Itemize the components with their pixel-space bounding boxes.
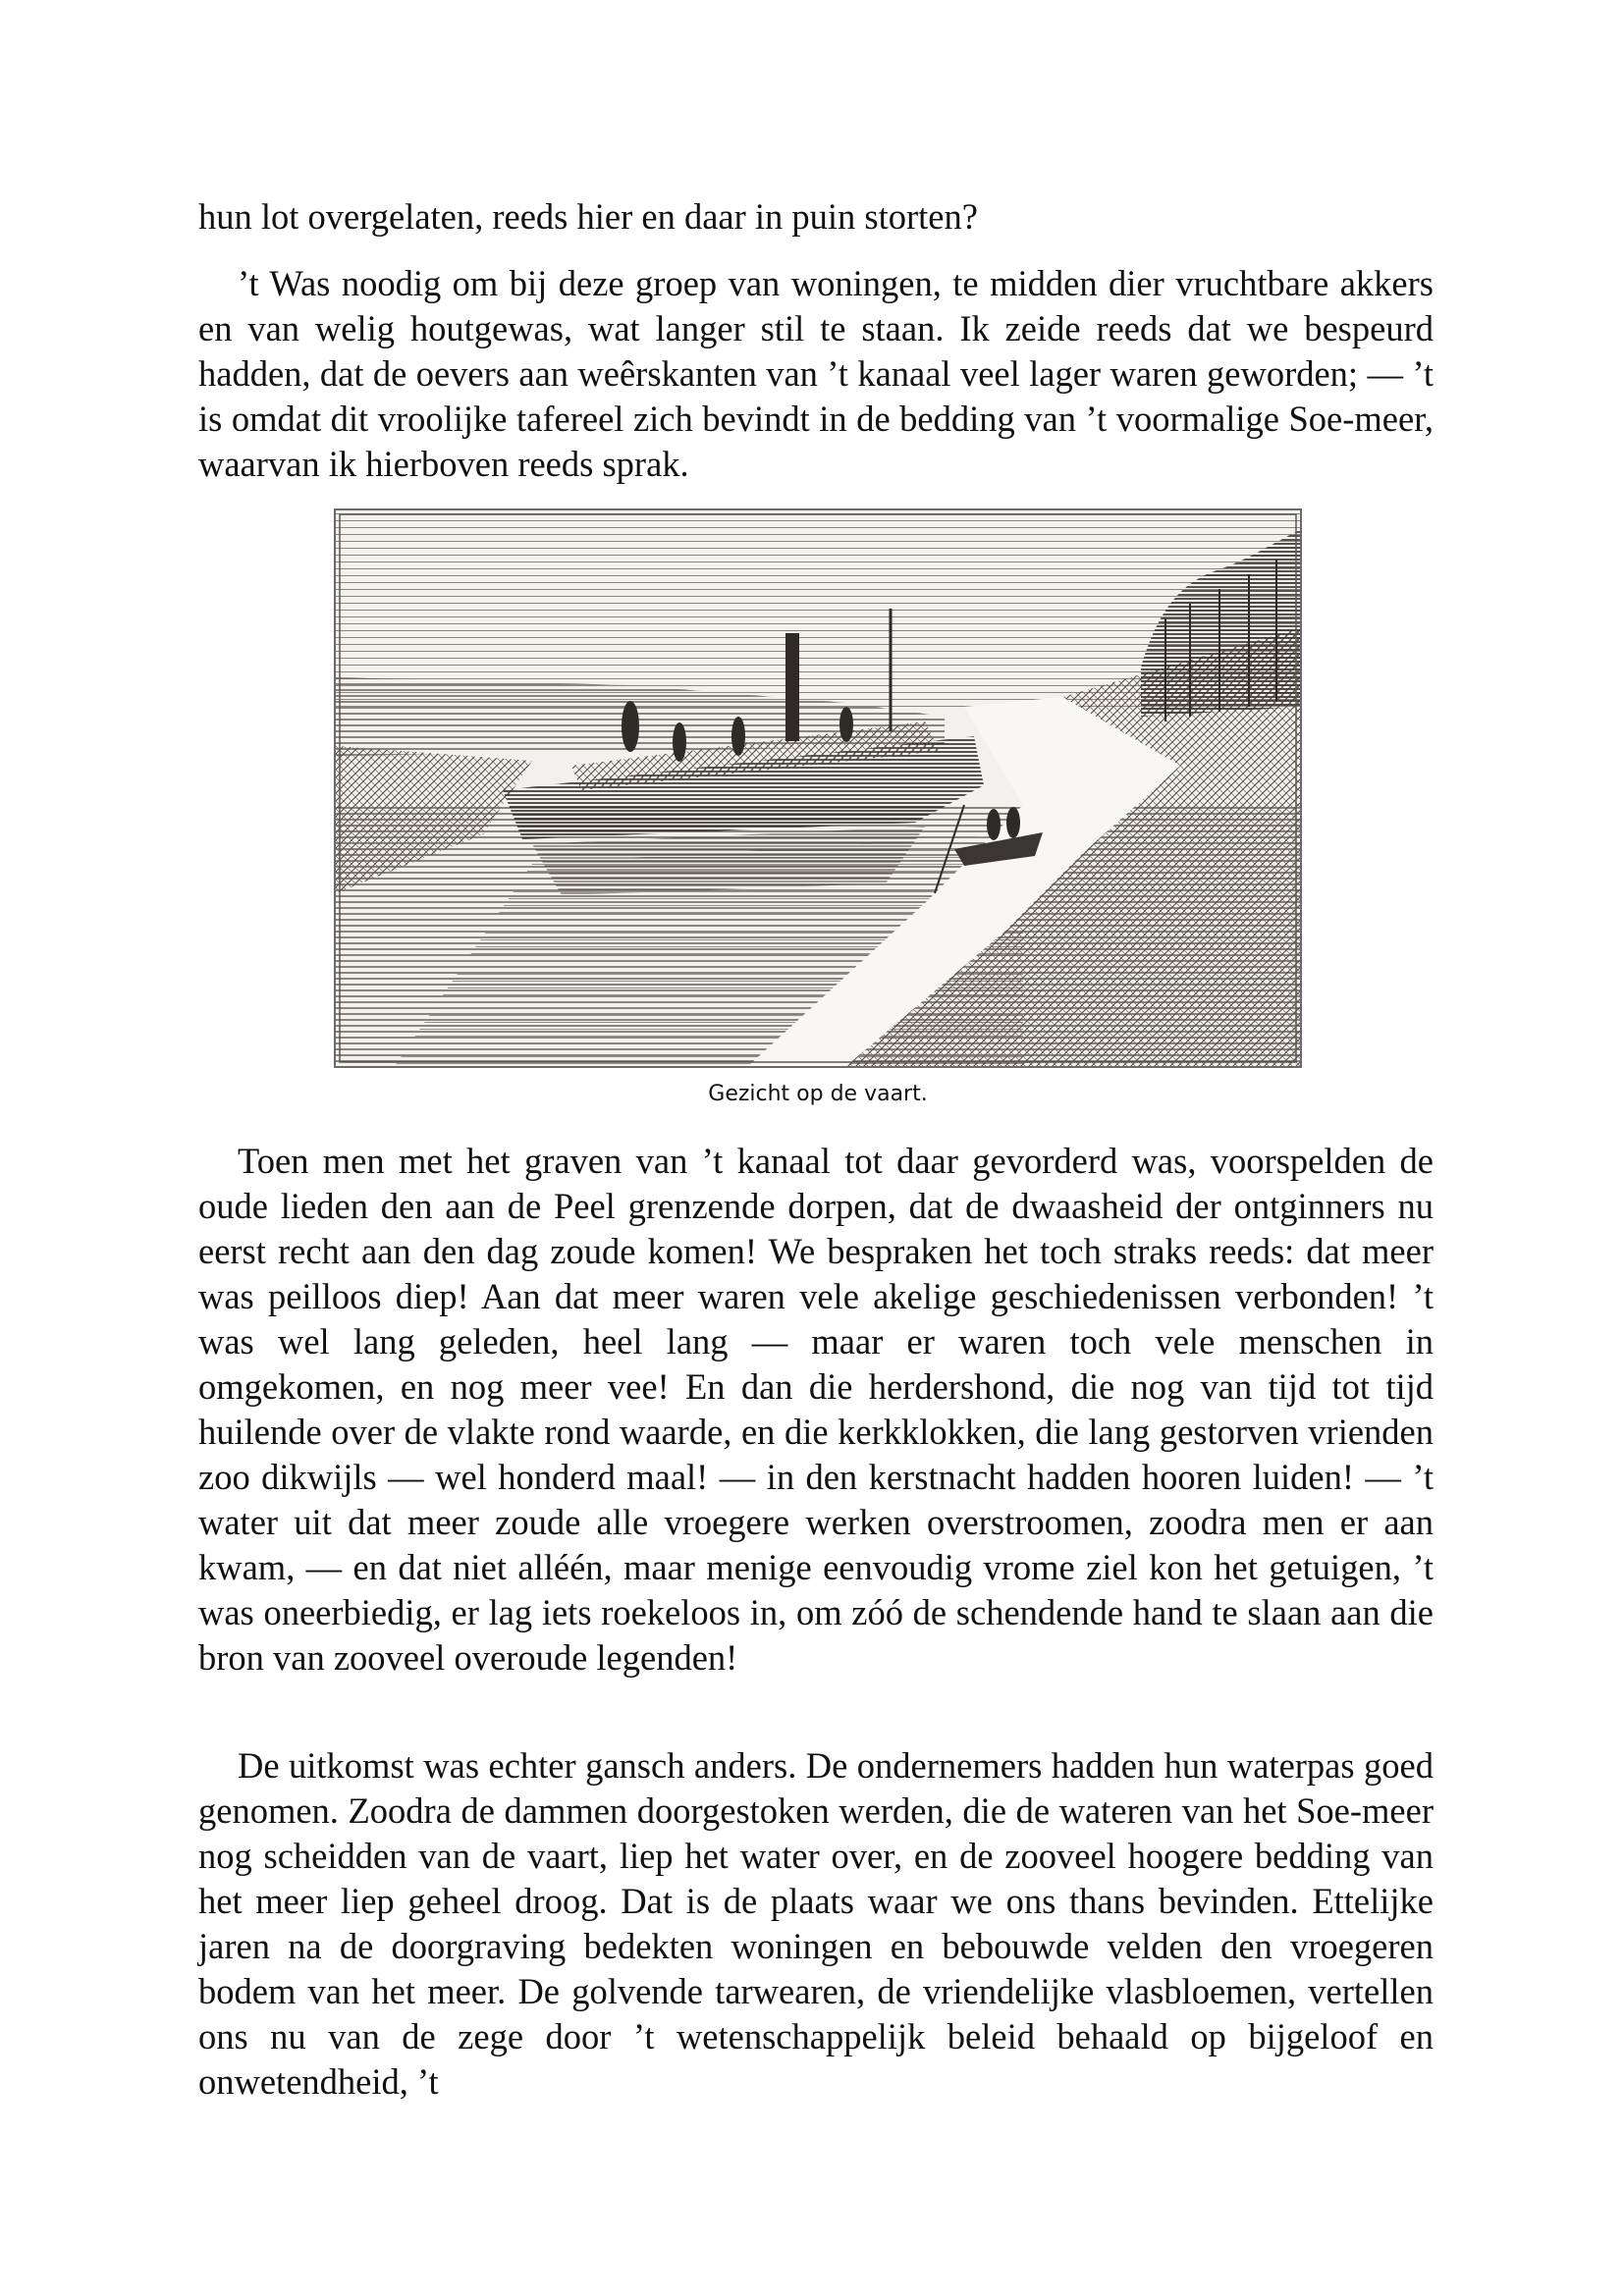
text-block-continuation bbox=[198, 194, 1434, 240]
text-block-ontginners bbox=[198, 1139, 1434, 1681]
text-block-intro bbox=[198, 261, 1434, 487]
text-block-uitkomst bbox=[198, 1743, 1434, 2105]
engraving-illustration bbox=[334, 508, 1302, 1068]
figure-caption: Gezicht op de vaart. bbox=[708, 1082, 928, 1106]
paragraph-continuation: hun lot overgelaten, reeds hier en daar in puin storten? bbox=[198, 196, 978, 237]
paragraph-groep-woningen: ’t Was noodig om bij deze groep van woningen, te midden dier vruchtbare akkers en van welig houtgewas, wat langer stil te staan. Ik zeide reeds dat we bespeurd hadden, dat de oevers aan weêrskanten van ’t kanaal veel lager waren geworden; — ’t is omdat dit vroolijke tafereel zich bevindt in de bedding van ’t voormalige Soe-meer, waarvan ik hierboven reeds sprak. bbox=[198, 263, 1434, 484]
boat-chimney bbox=[785, 633, 799, 741]
paragraph-uitkomst: De uitkomst was echter gansch anders. De ondernemers hadden hun waterpas goed genomen. Zoodra de dammen doorgestoken werden, die de wateren van het Soe-meer nog scheidden van de vaart, liep het water over, en de zooveel hoogere bedding van het meer liep geheel droog. Dat is de plaats waar we ons thans bevinden. Ettelijke jaren na de doorgraving bedekten woningen en bebouwde velden den vroegeren bodem van het meer. De golvende tarwearen, de vriendelijke vlasbloemen, vertellen ons nu van de zege door ’t wetenschappelijk beleid behaald op bijgeloof en onwetendheid, ’t bbox=[198, 1745, 1434, 2102]
canal-steamboat-engraving bbox=[336, 510, 1300, 1066]
paragraph-ontginners: Toen men met het graven van ’t kanaal tot daar gevorderd was, voorspelden de oude lieden den aan de Peel grenzende dorpen, dat de dwaasheid der ontginners nu eerst recht aan den dag zoude komen! We bespraken het toch straks reeds: dat meer was peilloos diep! Aan dat meer waren vele akelige geschiedenissen verbonden! ’t was wel lang geleden, heel lang — maar er waren toch vele menschen in omgekomen, en nog meer vee! En dan die herdershond, die nog van tijd tot tijd huilende over de vlakte rond waarde, en die kerkklokken, die lang gestorven vrienden zoo dikwijls — wel honderd maal! — in den kerstnacht hadden hooren luiden! — ’t water uit dat meer zoude alle vroegere werken overstroomen, zoodra men er aan kwam, — en dat niet alléén, maar menige eenvoudig vrome ziel kon het getuigen, ’t was oneerbiedig, er lag iets roekeloos in, om zóó de schendende hand te slaan aan die bron van zooveel overoude legenden! bbox=[198, 1141, 1434, 1678]
